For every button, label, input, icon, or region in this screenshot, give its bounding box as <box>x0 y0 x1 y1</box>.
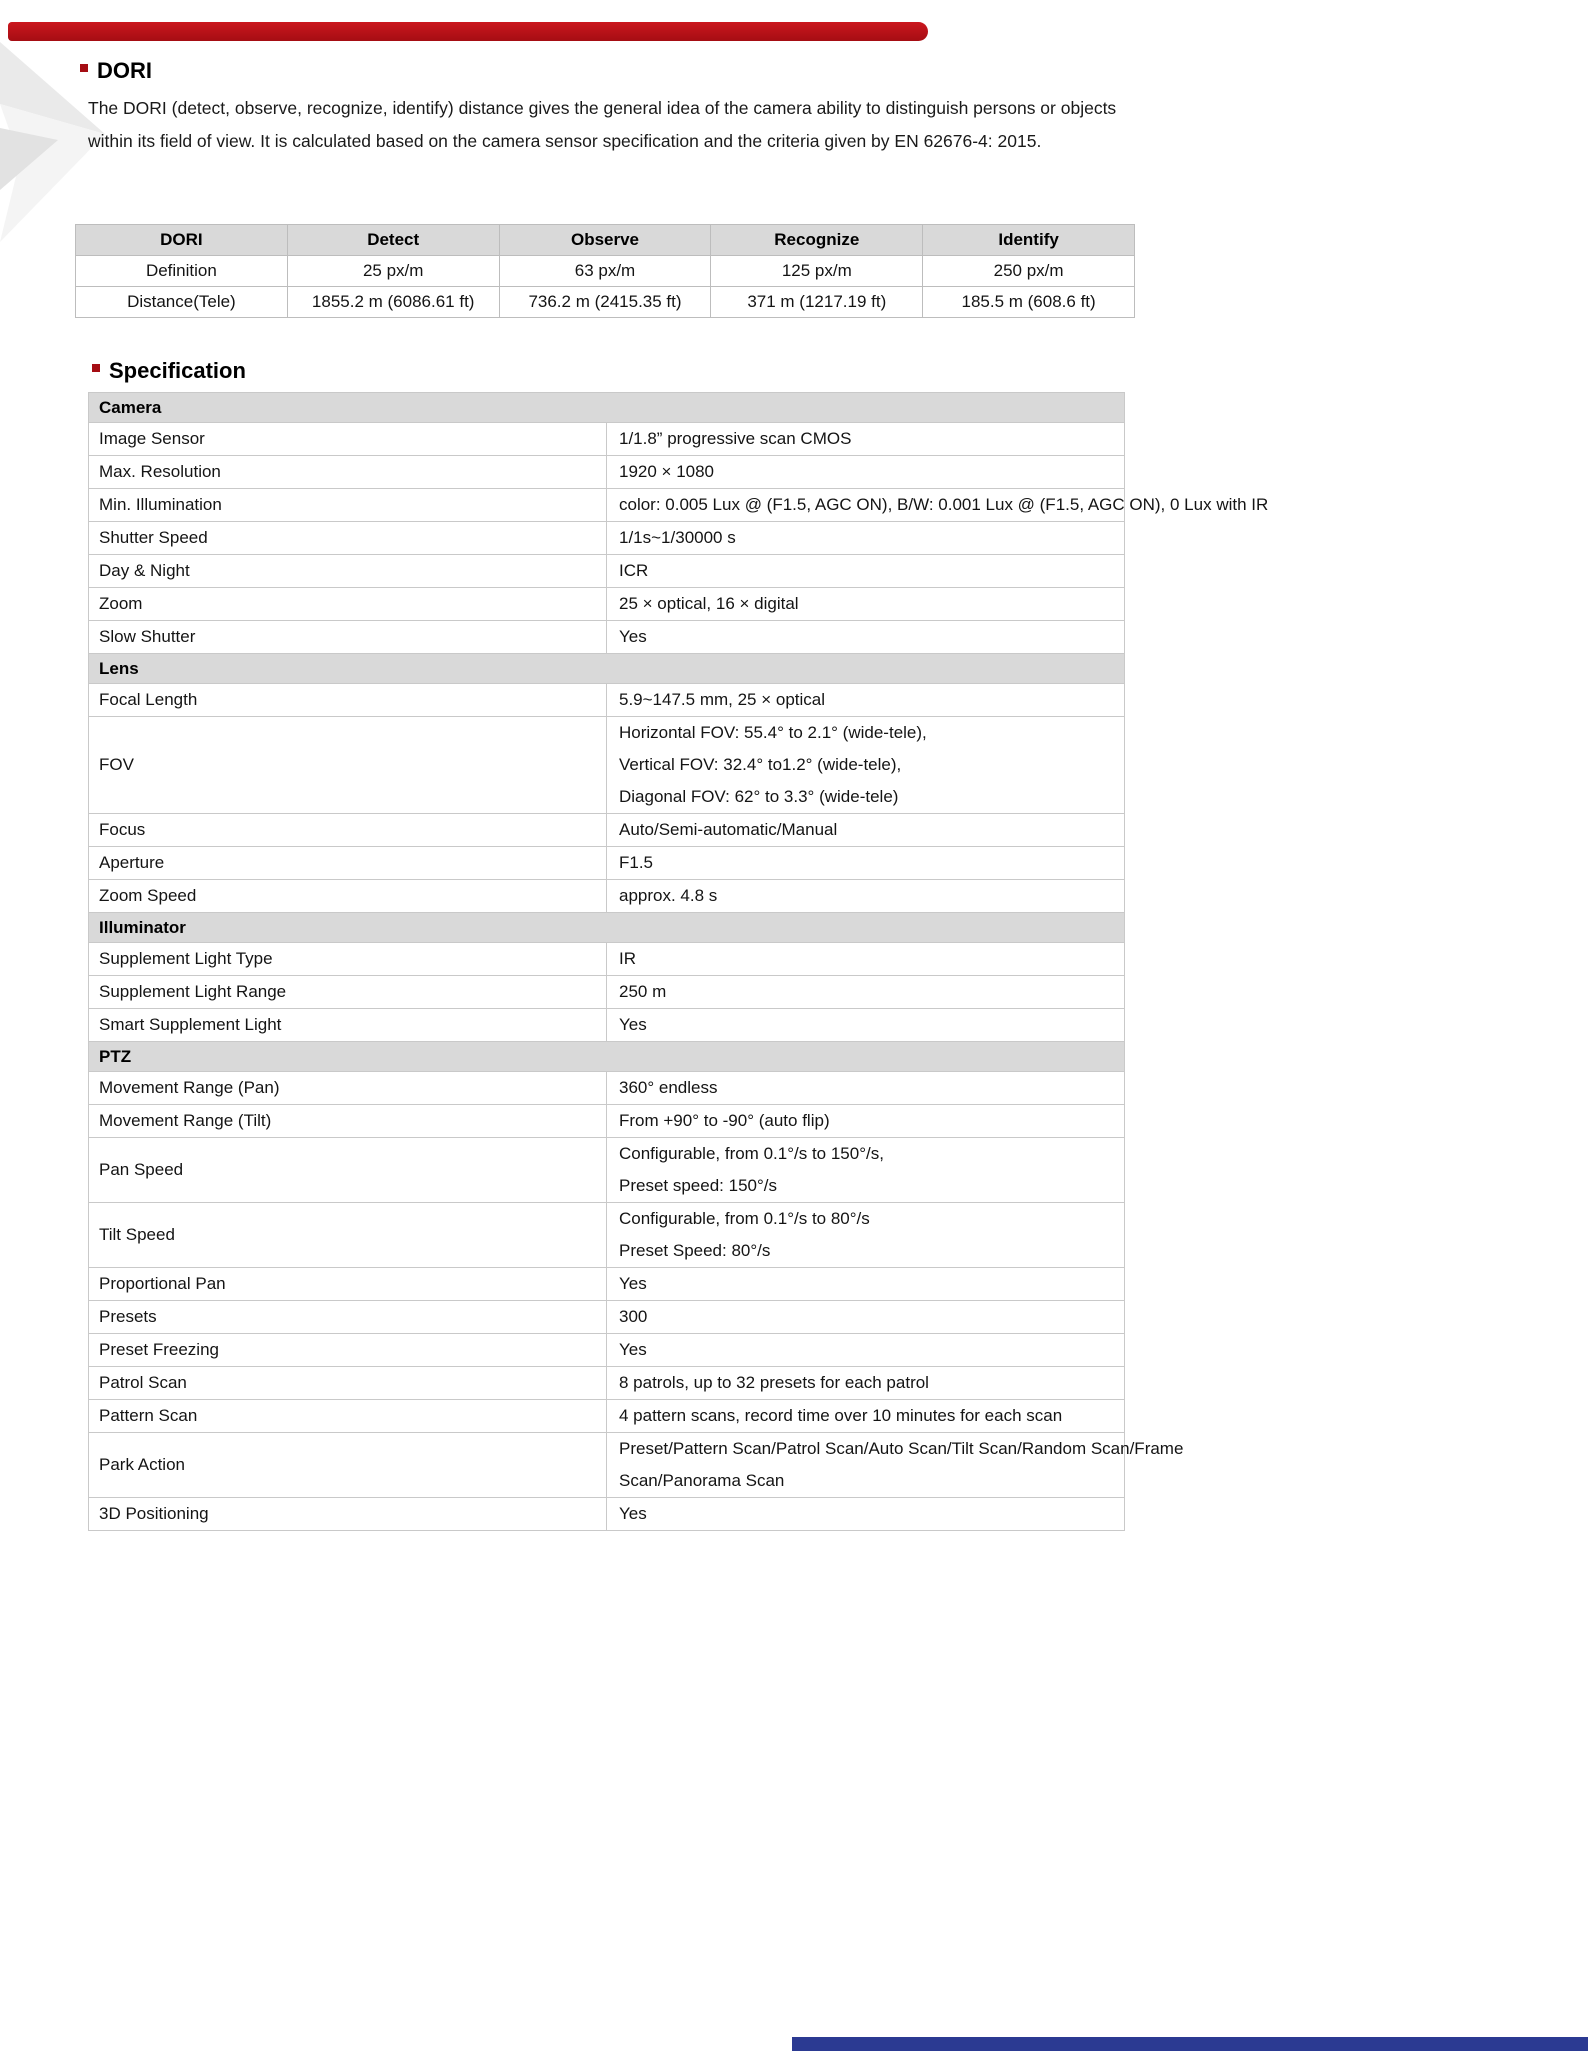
spec-row <box>89 1334 1125 1367</box>
spec-row <box>89 1105 1125 1138</box>
dori-cell: Definition <box>76 256 288 287</box>
spec-row <box>89 621 1125 654</box>
spec-row <box>89 1367 1125 1400</box>
spec-row <box>89 1072 1125 1105</box>
spec-value-line: Preset Speed: 80°/s <box>619 1241 771 1260</box>
dori-cell: 1855.2 m (6086.61 ft) <box>287 287 499 318</box>
spec-value <box>607 423 1125 456</box>
dori-header-cell: Observe <box>499 225 711 256</box>
spec-value <box>607 943 1125 976</box>
spec-row <box>89 880 1125 913</box>
dori-heading <box>80 58 152 84</box>
dori-cell: 250 px/m <box>923 256 1135 287</box>
spec-row <box>89 489 1125 522</box>
spec-value-line: Preset/Pattern Scan/Patrol Scan/Auto Scan/Tilt Scan/Random Scan/Frame <box>619 1439 1184 1458</box>
spec-value-line: approx. 4.8 s <box>619 886 718 905</box>
spec-row <box>89 943 1125 976</box>
spec-value <box>607 1367 1125 1400</box>
spec-section-row <box>89 393 1125 423</box>
spec-value <box>607 1072 1125 1105</box>
spec-value-line: F1.5 <box>619 853 654 872</box>
dori-header-cell: Identify <box>923 225 1135 256</box>
footer-blue-bar <box>792 2037 1588 2051</box>
spec-row <box>89 1138 1125 1203</box>
spec-value-line: 25 × optical, 16 × digital <box>619 594 799 613</box>
spec-value <box>607 1433 1184 1498</box>
spec-value-line: Vertical FOV: 32.4° to1.2° (wide-tele), <box>619 755 902 774</box>
spec-section-row <box>89 913 1125 943</box>
spec-value-line: color: 0.005 Lux @ (F1.5, AGC ON), B/W: 0.001 Lux @ (F1.5, AGC ON), 0 Lux with IR <box>619 495 1269 514</box>
spec-row <box>89 555 1125 588</box>
spec-label: Supplement Light Type <box>89 943 607 976</box>
spec-label: Movement Range (Pan) <box>89 1072 607 1105</box>
dori-header-cell: Recognize <box>711 225 923 256</box>
dori-table-body <box>76 256 1135 318</box>
spec-section-row <box>89 654 1125 684</box>
specification-heading-text: Specification <box>109 358 246 383</box>
spec-label: Smart Supplement Light <box>89 1009 607 1042</box>
dori-cell: 185.5 m (608.6 ft) <box>923 287 1135 318</box>
spec-value <box>607 684 1125 717</box>
spec-label: Shutter Speed <box>89 522 607 555</box>
square-bullet-icon <box>92 364 100 372</box>
spec-label: Preset Freezing <box>89 1334 607 1367</box>
spec-value-line: ICR <box>619 561 649 580</box>
spec-value <box>607 1268 1125 1301</box>
spec-value-line: Preset speed: 150°/s <box>619 1176 778 1195</box>
spec-value-line: Diagonal FOV: 62° to 3.3° (wide-tele) <box>619 787 899 806</box>
spec-value <box>607 976 1125 1009</box>
spec-value-line: Auto/Semi-automatic/Manual <box>619 820 838 839</box>
spec-row <box>89 717 1125 814</box>
spec-value <box>607 880 1125 913</box>
spec-row <box>89 1301 1125 1334</box>
spec-value <box>607 522 1125 555</box>
spec-label: Park Action <box>89 1433 607 1498</box>
spec-value <box>607 717 1125 814</box>
spec-value <box>607 1498 1125 1531</box>
dori-header-cell: Detect <box>287 225 499 256</box>
spec-row <box>89 847 1125 880</box>
spec-value-line: 360° endless <box>619 1078 718 1097</box>
spec-label: Proportional Pan <box>89 1268 607 1301</box>
spec-section-title: PTZ <box>89 1042 1125 1072</box>
dori-cell: 736.2 m (2415.35 ft) <box>499 287 711 318</box>
dori-cell: 63 px/m <box>499 256 711 287</box>
dori-cell: 371 m (1217.19 ft) <box>711 287 923 318</box>
spec-value <box>607 1301 1125 1334</box>
spec-value-line: Yes <box>619 1274 647 1293</box>
dori-cell: 25 px/m <box>287 256 499 287</box>
spec-row <box>89 1009 1125 1042</box>
dori-table-row <box>76 256 1135 287</box>
spec-label: Slow Shutter <box>89 621 607 654</box>
spec-section-title: Illuminator <box>89 913 1125 943</box>
spec-value-line: From +90° to -90° (auto flip) <box>619 1111 830 1130</box>
spec-row <box>89 684 1125 717</box>
spec-label: Zoom Speed <box>89 880 607 913</box>
spec-value-line: Scan/Panorama Scan <box>619 1471 785 1490</box>
spec-value <box>607 456 1125 489</box>
spec-value-line: Configurable, from 0.1°/s to 150°/s, <box>619 1144 884 1163</box>
spec-value-line: IR <box>619 949 636 968</box>
spec-label: Pattern Scan <box>89 1400 607 1433</box>
dori-header-cell: DORI <box>76 225 288 256</box>
spec-value-line: 8 patrols, up to 32 presets for each patrol <box>619 1373 929 1392</box>
spec-label: Presets <box>89 1301 607 1334</box>
spec-value-line: 300 <box>619 1307 648 1326</box>
spec-row <box>89 976 1125 1009</box>
spec-value-line: 5.9~147.5 mm, 25 × optical <box>619 690 826 709</box>
spec-label: Max. Resolution <box>89 456 607 489</box>
spec-label: Image Sensor <box>89 423 607 456</box>
spec-value <box>607 1009 1125 1042</box>
specification-heading <box>92 358 246 384</box>
spec-value-line: 250 m <box>619 982 667 1001</box>
spec-value <box>607 847 1125 880</box>
spec-value <box>607 814 1125 847</box>
spec-value-line: 4 pattern scans, record time over 10 minutes for each scan <box>619 1406 1063 1425</box>
spec-row <box>89 588 1125 621</box>
spec-section-title: Camera <box>89 393 1125 423</box>
spec-value-line: Horizontal FOV: 55.4° to 2.1° (wide-tele), <box>619 723 927 742</box>
spec-value-line: 1/1.8” progressive scan CMOS <box>619 429 852 448</box>
dori-table <box>75 224 1135 318</box>
spec-row <box>89 423 1125 456</box>
spec-value-line: 1/1s~1/30000 s <box>619 528 736 547</box>
spec-label: Patrol Scan <box>89 1367 607 1400</box>
spec-label: Supplement Light Range <box>89 976 607 1009</box>
square-bullet-icon <box>80 64 88 72</box>
spec-value <box>607 1400 1125 1433</box>
spec-value <box>607 555 1125 588</box>
spec-label: Pan Speed <box>89 1138 607 1203</box>
spec-row <box>89 1203 1125 1268</box>
dori-cell: 125 px/m <box>711 256 923 287</box>
dori-table-header-row <box>76 225 1135 256</box>
spec-row <box>89 1498 1125 1531</box>
spec-row <box>89 1268 1125 1301</box>
spec-label: FOV <box>89 717 607 814</box>
spec-value-line: 1920 × 1080 <box>619 462 715 481</box>
spec-table <box>88 392 1269 1531</box>
spec-value <box>607 489 1269 522</box>
spec-value-line: Yes <box>619 1340 647 1359</box>
spec-label: Day & Night <box>89 555 607 588</box>
spec-value <box>607 1334 1125 1367</box>
spec-label: 3D Positioning <box>89 1498 607 1531</box>
dori-table-row <box>76 287 1135 318</box>
spec-row <box>89 456 1125 489</box>
spec-label: Focus <box>89 814 607 847</box>
spec-value-line: Yes <box>619 627 647 646</box>
spec-label: Focal Length <box>89 684 607 717</box>
spec-value <box>607 621 1125 654</box>
spec-row <box>89 814 1125 847</box>
spec-value-line: Yes <box>619 1504 647 1523</box>
spec-label: Zoom <box>89 588 607 621</box>
spec-label: Aperture <box>89 847 607 880</box>
dori-description: The DORI (detect, observe, recognize, identify) distance gives the general idea of the camera ability to distinguish persons or objects within its field of view. It is calculated based on the camera sensor specification and the criteria given by EN 62676-4: 2015. <box>88 98 1117 151</box>
spec-value <box>607 1105 1125 1138</box>
dori-cell: Distance(Tele) <box>76 287 288 318</box>
spec-section-row <box>89 1042 1125 1072</box>
spec-value <box>607 1138 1125 1203</box>
spec-value <box>607 1203 1125 1268</box>
spec-value <box>607 588 1125 621</box>
spec-value-line: Yes <box>619 1015 647 1034</box>
spec-value-line: Configurable, from 0.1°/s to 80°/s <box>619 1209 870 1228</box>
spec-section-title: Lens <box>89 654 1125 684</box>
spec-label: Tilt Speed <box>89 1203 607 1268</box>
spec-row <box>89 1433 1125 1498</box>
spec-label: Min. Illumination <box>89 489 607 522</box>
spec-row <box>89 1400 1125 1433</box>
spec-label: Movement Range (Tilt) <box>89 1105 607 1138</box>
dori-heading-text: DORI <box>97 58 152 83</box>
spec-row <box>89 522 1125 555</box>
spec-table-body <box>89 393 1269 1531</box>
top-red-bar <box>8 22 928 41</box>
